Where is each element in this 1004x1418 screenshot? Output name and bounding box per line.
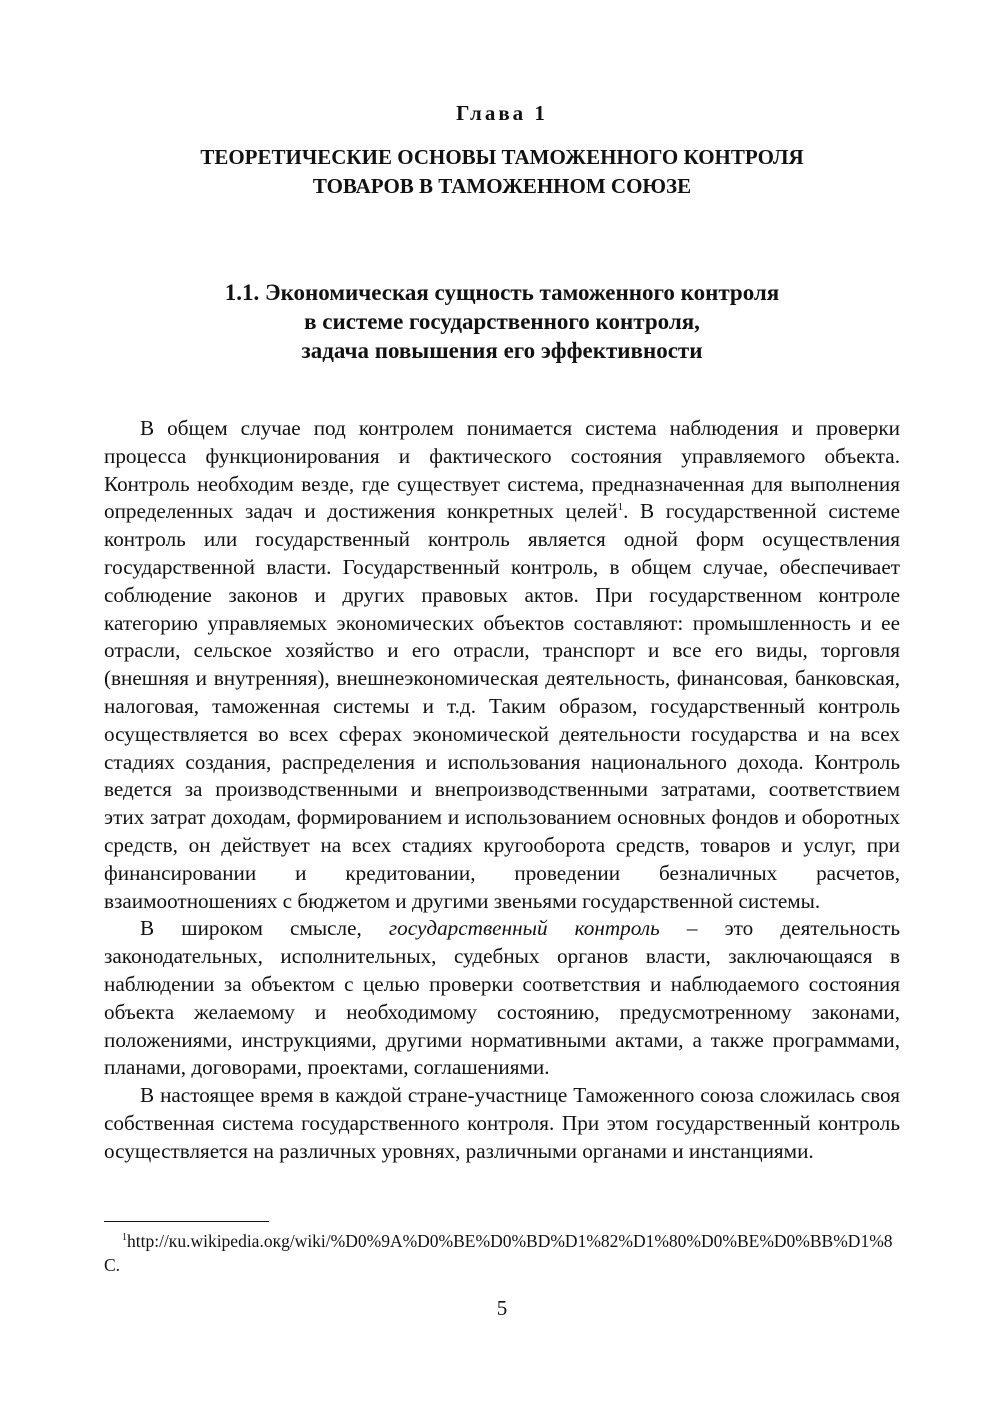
footnote-reference[interactable]: 1 (617, 501, 624, 514)
section-title (0, 278, 1004, 365)
paragraph-2-text-b: – это деятельность законодательных, исполнительных, судебных органов власти, заключающаяся в наблюдении за объектом с целью проверки соответствия и наблюдаемого состояния объекта желаемому и необходимому состоянию, предусмотренному законами, положениями, инструкциями, другими нормативными актами, а также программами, планами, договорами, проектами, соглашениями. (104, 916, 900, 1080)
paragraph-2 (104, 915, 900, 1082)
chapter-label: Глава 1 (456, 101, 548, 125)
footnote-marker: 1 (122, 1232, 127, 1243)
footnote-url[interactable]: http://кu.wikipedia.oкg/wiki/%D0%9A%D0%BE%D0%BD%D1%82%D1%80%D0%BE%D0%BB%D1%8C. (104, 1230, 893, 1275)
body-text (104, 415, 900, 1166)
paragraph-3: В настоящее время в каждой стране-участнице Таможенного союза сложилась своя собственная система государственного контроля. При этом государственный контроль осуществляется на различных уровнях, различными органами и инстанциями. (104, 1083, 900, 1163)
section-title-line: в системе государственного контроля, (304, 309, 700, 334)
paragraph-1-text-b: . В государственной системе контроль или государственный контроль является одной форм осуществления государственной власти. Государственный контроль, в общем случае, обеспечивает соблюдение законов и других правовых актов. При государственном контроле категорию управляемых экономических объектов составляют: промышленность и ее отрасли, сельское хозяйство и его отрасли, транспорт и все его виды, торговля (внешняя и внутренняя), внешнеэкономическая деятельность, финансовая, банковская, налоговая, таможенная системы и т.д. Таким образом, государственный контроль осуществляется во всех сферах экономической деятельности государства и на всех стадиях создания, распределения и использования национального дохода. Контроль ведется за производственными и внепроизводственными затратами, соответствием этих затрат доходам, формированием и использованием основных фондов и оборотных средств, он действует на всех стадиях кругооборота средств, товаров и услуг, при финансировании и кредитовании, проведении безналичных расчетов, взаимоотношениях с бюджетом и другими звеньями государственной системы. (104, 499, 900, 913)
section-title-line: 1.1. Экономическая сущность таможенного контроля (224, 280, 780, 305)
paragraph-2-text-a: В широком смысле, (140, 916, 389, 941)
paragraph-1-text-a: В общем случае под контролем понимается система наблюдения и проверки процесса функционирования и фактического состояния управляемого объекта. Контроль необходим везде, где существует система, предназначенная для выполнения определенных задач и достижения конкретных целей (104, 416, 900, 524)
section-title-line: задача повышения его эффективности (301, 338, 703, 363)
chapter-title-line: ТЕОРЕТИЧЕСКИЕ ОСНОВЫ ТАМОЖЕННОГО КОНТРОЛЯ (200, 145, 804, 169)
paragraph-2-emphasis: государственный контроль (388, 916, 660, 941)
paragraph-1 (104, 415, 900, 915)
page-number: 5 (496, 1296, 508, 1320)
chapter-title (0, 143, 1004, 201)
footnote (104, 1226, 900, 1277)
footnote-divider (104, 1221, 269, 1222)
chapter-title-line: ТОВАРОВ В ТАМОЖЕННОМ СОЮЗЕ (312, 174, 692, 198)
